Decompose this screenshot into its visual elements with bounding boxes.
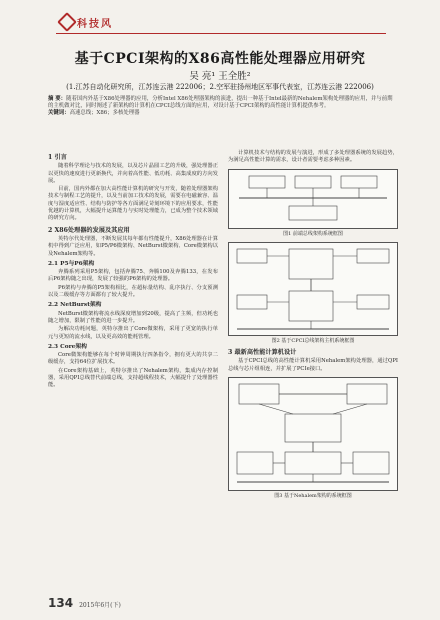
figure-2 xyxy=(228,242,398,336)
journal-logo xyxy=(60,12,170,32)
figure-2-caption: 图2 基于CPCI总线架构主机系统框图 xyxy=(271,337,355,344)
fig2-block xyxy=(357,249,389,263)
fig1-block xyxy=(295,176,331,188)
paragraph: P6架构与奔腾的P5架构相比，在超标量结构、乱序执行、分支预测以及二级缓存等方面都有了较大提升。 xyxy=(48,284,218,299)
fig1-block xyxy=(249,176,285,188)
page-number: 134 xyxy=(48,596,74,610)
fig3-link xyxy=(333,404,367,414)
section-heading: 1 引言 xyxy=(48,154,67,161)
fig2-block xyxy=(357,295,389,309)
fig1-block xyxy=(289,206,337,220)
paragraph: 为解决功耗问题，英特尔推出了Core微架构，采用了更宽的执行单元与更短的流水线，以及更高效的能耗管理。 xyxy=(48,326,218,340)
paragraph: Core微架构能够在每个时钟周期执行四条指令，拥有更大的共享二级缓存，支持64位扩展技术。 xyxy=(48,352,218,366)
fig2-block xyxy=(237,295,267,309)
figure-3-caption: 图3 基于Nehalem架构的系统框图 xyxy=(274,493,352,500)
paper-title: 基于CPCI架构的X86高性能处理器应用研究 xyxy=(74,51,366,67)
fig3-block xyxy=(285,414,341,442)
figure-3-diagram xyxy=(229,378,397,490)
paragraph: NetBurst微架构将流水线深度增加到20级，提高了主频，但功耗也随之增加，限制了性能的进一步提升。 xyxy=(48,310,218,324)
abstract-label: 摘 要： xyxy=(48,96,67,102)
subsection-heading: 2.2 NetBurst架构 xyxy=(48,302,102,309)
section-heading: 3 最新高性能计算机设计 xyxy=(228,349,297,357)
fig2-block xyxy=(289,291,333,321)
figure-1 xyxy=(228,169,398,229)
paragraph: 基于CPCI总线的高性能计算机采用Nehalem架构处理器，通过QPI总线与芯片组相连，并扩展了PCIe接口。 xyxy=(228,358,398,372)
page-footer xyxy=(48,596,121,610)
keywords-text: 高速总线；X86；多核处理器 xyxy=(69,110,140,117)
header-rule xyxy=(56,33,386,34)
section-heading: 2 X86处理器的发展及其应用 xyxy=(48,226,130,234)
fig2-block xyxy=(289,249,333,279)
left-column xyxy=(48,150,218,391)
paragraph: 在Core架构基础上，英特尔推出了Nehalem架构，集成内存控制器，采用QPI总线替代前端总线，支持超线程技术，大幅提升了处理器性能。 xyxy=(48,367,218,389)
paper-affiliation: (1.江苏自动化研究所，江苏连云港 222006；2.空军驻扬州地区军事代表室，江苏连云港 222006) xyxy=(66,83,374,91)
subsection-heading: 2.3 Core架构 xyxy=(48,343,87,350)
keywords-label: 关键词： xyxy=(48,110,70,117)
right-column xyxy=(228,150,398,503)
figure-3 xyxy=(228,377,398,491)
fig3-block xyxy=(237,452,273,474)
paragraph: 计算机技术与结构的发展与演进，形成了多处理器系统的发展趋势，为满足高性能计算的需求，设计者需要考虑多种因素。 xyxy=(228,150,398,164)
issue-date: 2015年6月(下) xyxy=(79,602,121,609)
fig3-link xyxy=(259,404,293,414)
fig3-block xyxy=(239,384,279,404)
journal-logo-icon xyxy=(57,12,77,32)
paragraph: 英特尔代处理器，不断发展其每年都有性能提升，X86处理器在计算机中得到广泛应用，如P5/P6微架构、NetBurst微架构、Core微架构以及Nehalem架构等。 xyxy=(48,235,218,257)
journal-name: 科技风 xyxy=(77,18,113,30)
figure-2-diagram xyxy=(229,243,397,335)
abstract-text: 随着国内外基于X86处理器的应用，分析Intel X86处理器架构的演进，提出一种基于Intel最新的Nehalem架构处理器的应用，并与前期的主机做对比，同时阐述了新架构的计算机在CPCI总线方面的应用，对设计基于CPCI架构的高性能计算机提供参考。 xyxy=(48,96,393,110)
paragraph: 奔腾系列采用P5架构，包括奔腾75、奔腾100及奔腾133，在发布后P6架构随之出现，发展了较强的P6架构的处理器。 xyxy=(48,269,218,283)
subsection-heading: 2.1 P5与P6架构 xyxy=(48,260,95,267)
fig1-block xyxy=(341,176,377,188)
fig3-block xyxy=(353,452,389,474)
paragraph: 随着科学理论与技术的发展，以及芯片晶圆工艺的升级，强处理器正以更快的速度进行更新换代，并向着高性能、低功耗、高集成度的方向发展。 xyxy=(48,163,218,184)
abstract xyxy=(48,96,396,118)
fig3-block xyxy=(285,452,341,474)
figure-1-diagram xyxy=(229,170,397,228)
paper-authors: 吴 亮¹ 王全胜² xyxy=(189,71,251,82)
fig3-block xyxy=(347,384,387,404)
paragraph: 目前，国内外都在加大高性能计算机的研究与开发，随着处理器架构技术与制程工艺的提升，以及当前加工技术的发展，需要在电磁兼容、温度与湿度适应性、结构与防护等各方面满足苛刻环境下的应用要求，性能优越的计算机，大幅提升运算能力与实时处理能力，已成为整个技术领域的研究方向。 xyxy=(48,186,218,222)
figure-1-caption: 图1 前端总线架构系统框图 xyxy=(283,230,343,237)
fig2-block xyxy=(237,249,267,263)
